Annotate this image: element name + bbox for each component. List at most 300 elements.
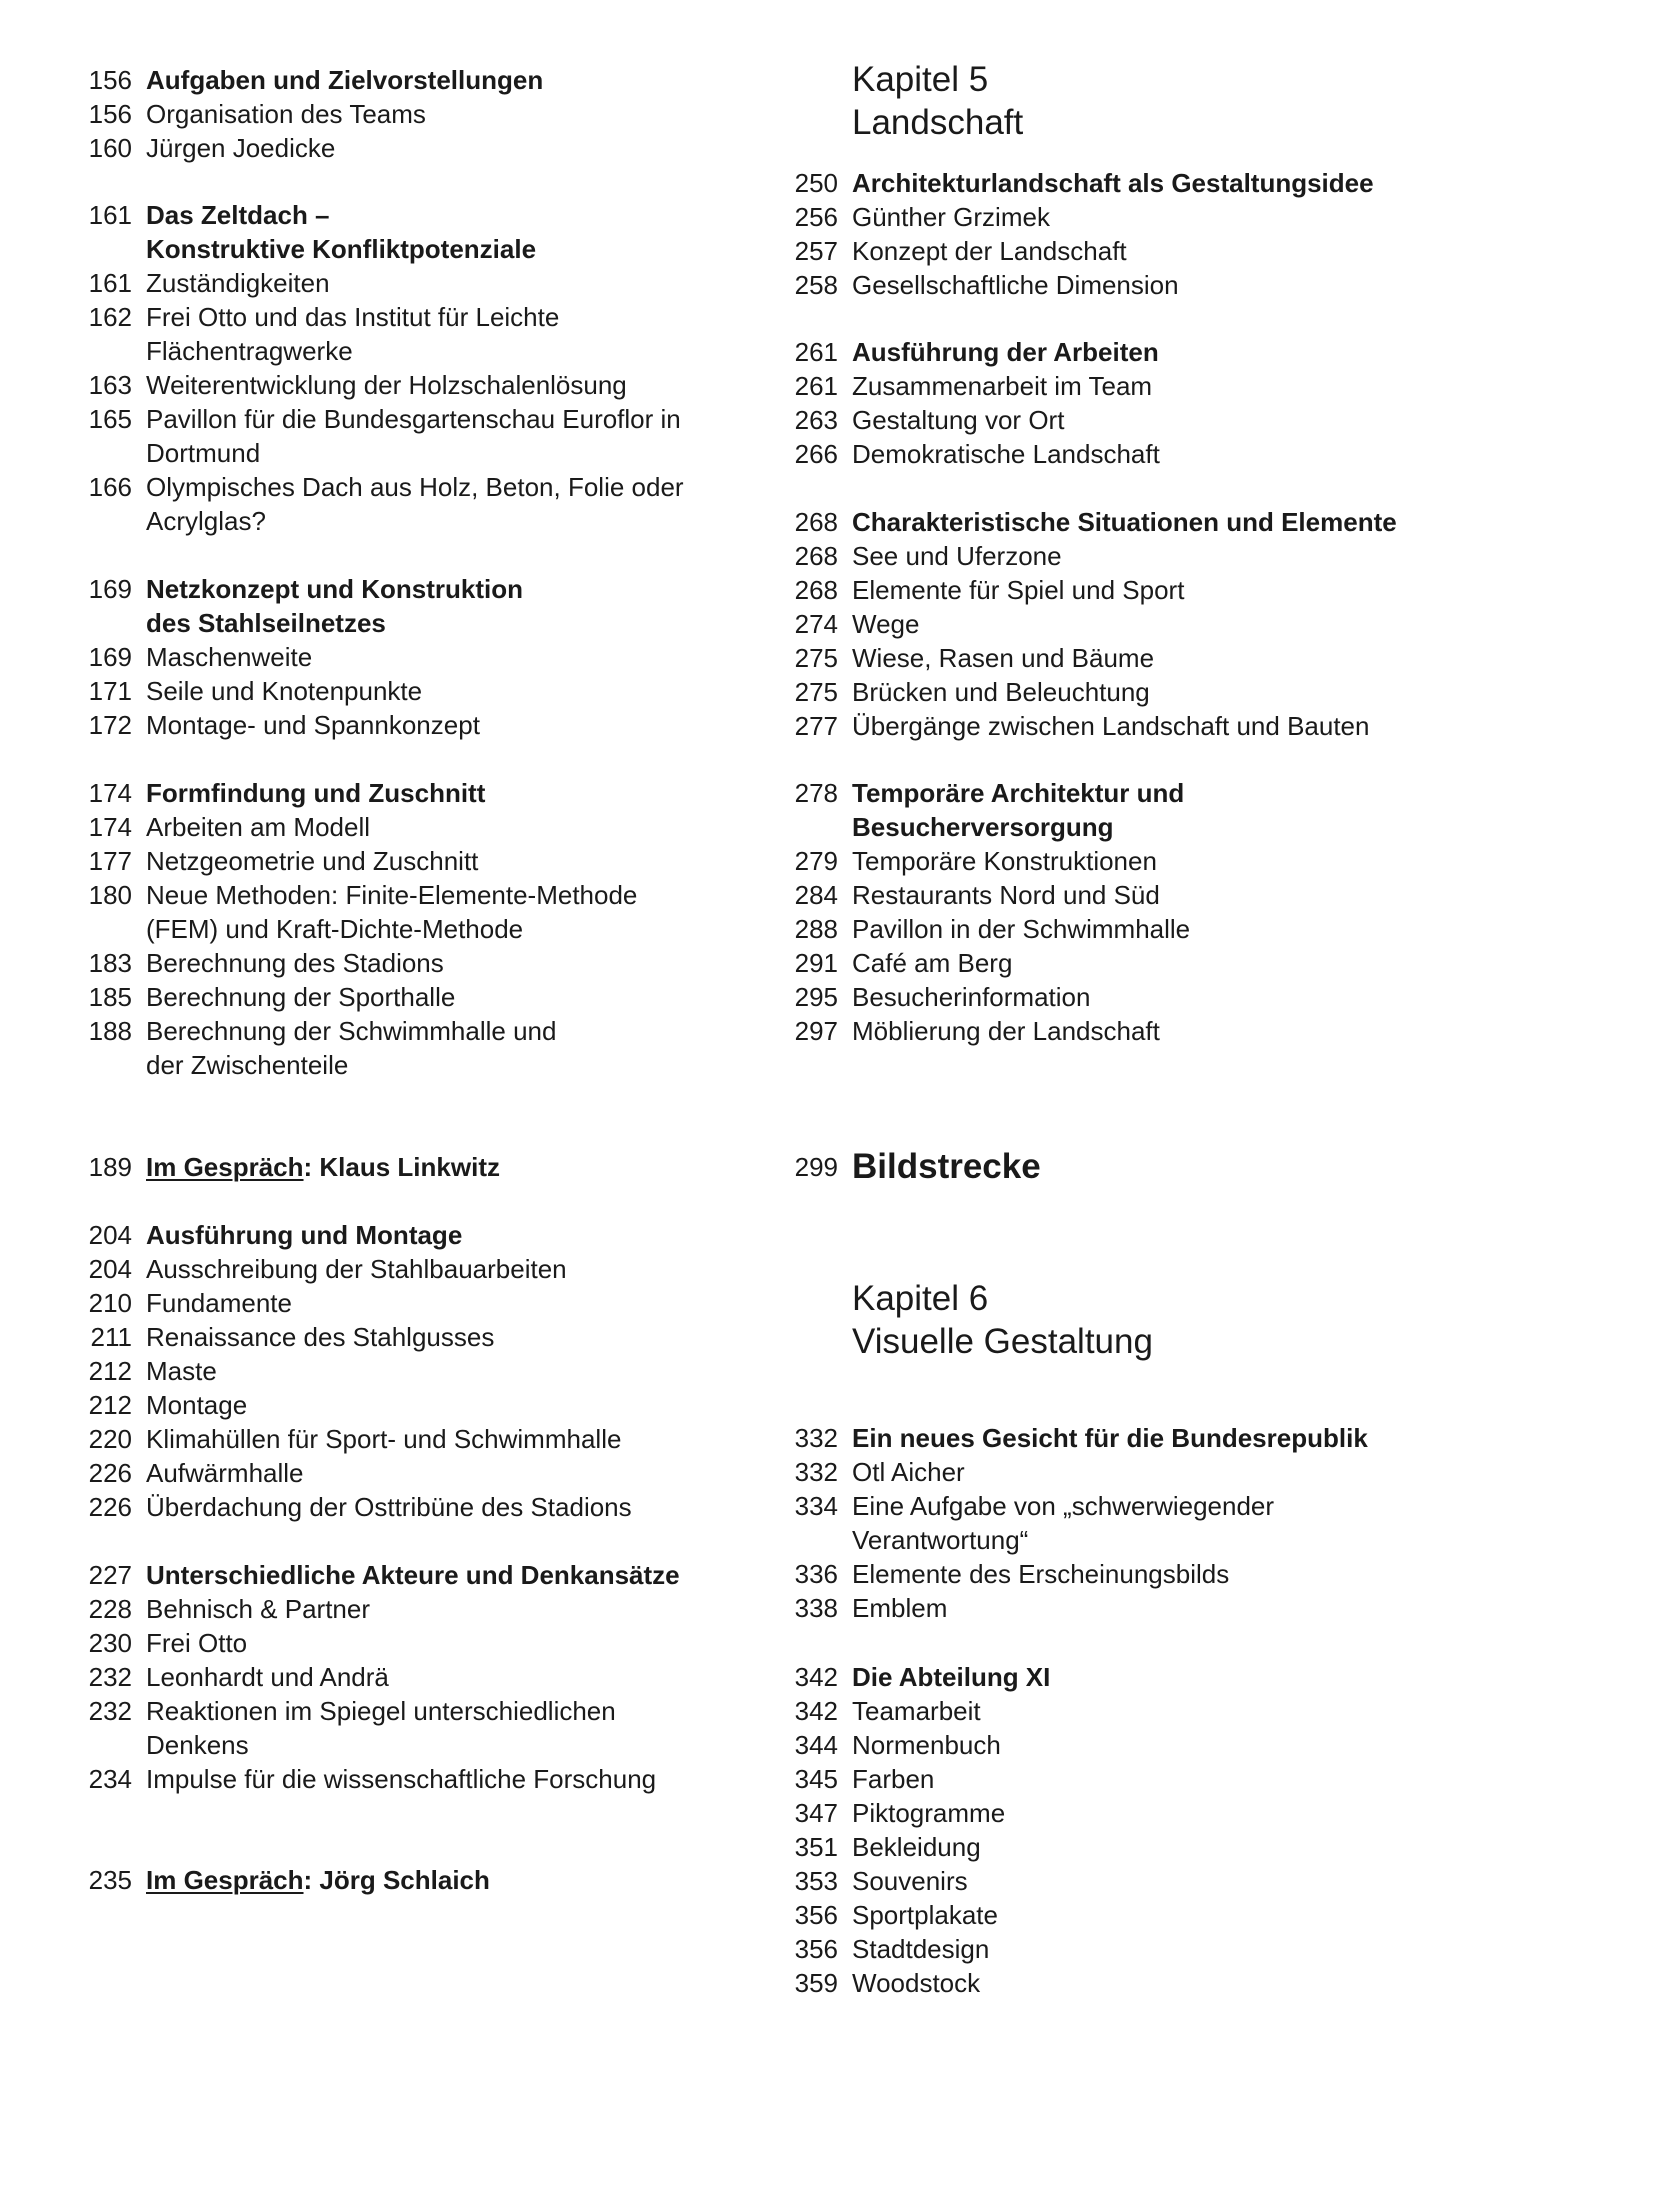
toc-entry — [62, 300, 762, 368]
toc-group — [62, 1558, 762, 1796]
toc-entry — [770, 1796, 1630, 1830]
page-number: 332 — [794, 1457, 838, 1487]
page-number: 165 — [88, 404, 132, 434]
page-number: 232 — [88, 1696, 132, 1726]
entry-title-line: Elemente für Spiel und Sport — [852, 575, 1185, 605]
entry-title-line: Zusammenarbeit im Team — [852, 371, 1153, 401]
toc-group — [62, 1863, 762, 1897]
page-number: 172 — [88, 710, 132, 740]
page-number: 162 — [88, 302, 132, 332]
toc-entry — [770, 1455, 1630, 1489]
entry-title-line: Gestaltung vor Ort — [852, 405, 1065, 435]
entry-title — [146, 198, 762, 266]
entry-title-line: Bekleidung — [852, 1832, 981, 1862]
toc-entry — [62, 1354, 762, 1388]
entry-title-line: Die Abteilung XI — [852, 1662, 1051, 1692]
page-number: 189 — [88, 1152, 132, 1182]
entry-title — [146, 1626, 762, 1660]
entry-title — [852, 1830, 1630, 1864]
entry-title-line: Netzgeometrie und Zuschnitt — [146, 846, 479, 876]
page-number: 344 — [794, 1730, 838, 1760]
chapter-5-heading — [852, 58, 1023, 144]
toc-entry — [770, 268, 1630, 302]
entry-title-line: Formfindung und Zuschnitt — [146, 778, 486, 808]
entry-title — [852, 335, 1630, 369]
entry-title-line: Unterschiedliche Akteure und Denkansätze — [146, 1560, 680, 1590]
entry-title-line: Ausführung der Arbeiten — [852, 337, 1159, 367]
page-number: 226 — [88, 1492, 132, 1522]
entry-title — [146, 1422, 762, 1456]
page-number: 288 — [794, 914, 838, 944]
page-number: 338 — [794, 1593, 838, 1623]
page-number: 183 — [88, 948, 132, 978]
toc-entry — [770, 1932, 1630, 1966]
page-number: 169 — [88, 642, 132, 672]
toc-entry — [770, 1864, 1630, 1898]
entry-title — [146, 1286, 762, 1320]
entry-title — [852, 1557, 1630, 1591]
toc-section-entry — [62, 1863, 762, 1897]
toc-entry — [62, 1252, 762, 1286]
entry-title — [146, 1218, 762, 1252]
page-number: 235 — [88, 1865, 132, 1895]
toc-entry — [62, 1286, 762, 1320]
entry-title — [146, 980, 762, 1014]
entry-title — [852, 505, 1630, 539]
entry-title — [852, 539, 1630, 573]
entry-title-line: Aufgaben und Zielvorstellungen — [146, 65, 544, 95]
entry-title-line: Eine Aufgabe von „schwerwiegender — [852, 1491, 1275, 1521]
entry-title-line: Gesellschaftliche Dimension — [852, 270, 1179, 300]
entry-title — [146, 1320, 762, 1354]
page-number: 171 — [88, 676, 132, 706]
entry-title-line: der Zwischenteile — [146, 1050, 349, 1080]
entry-title — [146, 776, 762, 810]
entry-title — [852, 437, 1630, 471]
entry-title-line: Seile und Knotenpunkte — [146, 676, 423, 706]
entry-title — [852, 946, 1630, 980]
page-number: 275 — [794, 643, 838, 673]
entry-title-line: Emblem — [852, 1593, 948, 1623]
toc-entry — [770, 946, 1630, 980]
toc-entry — [62, 878, 762, 946]
entry-title-line — [146, 1150, 762, 1184]
page-number: 210 — [88, 1288, 132, 1318]
page-number: 234 — [88, 1764, 132, 1794]
toc-section-entry — [770, 335, 1630, 369]
toc-entry — [770, 403, 1630, 437]
entry-title — [146, 1150, 762, 1184]
chapter-6-heading — [852, 1277, 1153, 1363]
entry-title-line: Farben — [852, 1764, 935, 1794]
entry-title-line: (FEM) und Kraft-Dichte-Methode — [146, 914, 524, 944]
entry-title-line: Ausschreibung der Stahlbauarbeiten — [146, 1254, 567, 1284]
toc-entry — [770, 1014, 1630, 1048]
page-number: 268 — [794, 575, 838, 605]
entry-title — [852, 268, 1630, 302]
entry-title-line: Frei Otto — [146, 1628, 248, 1658]
entry-title — [146, 1558, 762, 1592]
toc-entry — [62, 402, 762, 470]
entry-title — [146, 946, 762, 980]
interview-label: Im Gespräch — [146, 1152, 304, 1182]
page-number: 342 — [794, 1662, 838, 1692]
entry-title — [146, 1354, 762, 1388]
entry-title-line: Das Zeltdach – — [146, 200, 330, 230]
toc-entry — [770, 878, 1630, 912]
page-number: 356 — [794, 1934, 838, 1964]
entry-title — [852, 403, 1630, 437]
entry-title — [852, 980, 1630, 1014]
entry-title-line: Ausführung und Montage — [146, 1220, 463, 1250]
entry-title — [146, 300, 762, 368]
entry-title-line: Wiese, Rasen und Bäume — [852, 643, 1155, 673]
entry-title — [852, 1932, 1630, 1966]
toc-entry — [62, 844, 762, 878]
entry-title — [146, 266, 762, 300]
toc-group — [770, 1660, 1630, 2000]
interview-label: Im Gespräch — [146, 1865, 304, 1895]
entry-title-line: Besucherinformation — [852, 982, 1091, 1012]
toc-entry — [62, 368, 762, 402]
toc-entry — [62, 1422, 762, 1456]
entry-title-line: Sportplakate — [852, 1900, 998, 1930]
toc-entry — [770, 1762, 1630, 1796]
toc-entry — [770, 709, 1630, 743]
toc-entry — [62, 1694, 762, 1762]
entry-title — [852, 234, 1630, 268]
entry-title-line: Pavillon in der Schwimmhalle — [852, 914, 1191, 944]
toc-entry — [770, 675, 1630, 709]
entry-title — [146, 708, 762, 742]
toc-entry — [62, 1626, 762, 1660]
toc-entry — [770, 1830, 1630, 1864]
toc-entry — [62, 946, 762, 980]
toc-entry — [62, 674, 762, 708]
entry-title — [852, 641, 1630, 675]
entry-title — [146, 368, 762, 402]
entry-title — [852, 369, 1630, 403]
page-number: 356 — [794, 1900, 838, 1930]
page-number: 261 — [794, 337, 838, 367]
chapter-title: Visuelle Gestaltung — [852, 1322, 1153, 1361]
entry-title-line: Otl Aicher — [852, 1457, 965, 1487]
entry-title-line: Elemente des Erscheinungsbilds — [852, 1559, 1230, 1589]
page-number: 160 — [88, 133, 132, 163]
toc-entry — [770, 1966, 1630, 2000]
page-number: 212 — [88, 1356, 132, 1386]
entry-title — [852, 878, 1630, 912]
toc-section-entry — [770, 505, 1630, 539]
entry-title — [852, 1455, 1630, 1489]
page-number: 250 — [794, 168, 838, 198]
entry-title-line: Montage — [146, 1390, 248, 1420]
toc-section-entry — [62, 63, 762, 97]
toc-group — [770, 1421, 1630, 1625]
page-number: 279 — [794, 846, 838, 876]
page-number: 263 — [794, 405, 838, 435]
entry-title-line: Piktogramme — [852, 1798, 1006, 1828]
entry-title-line: Fundamente — [146, 1288, 292, 1318]
toc-group — [62, 1218, 762, 1524]
toc-entry — [62, 708, 762, 742]
page-number: 268 — [794, 507, 838, 537]
entry-title-line: Maste — [146, 1356, 217, 1386]
page-number: 297 — [794, 1016, 838, 1046]
page-number: 345 — [794, 1764, 838, 1794]
entry-title-line: Acrylglas? — [146, 506, 266, 536]
page-number: 266 — [794, 439, 838, 469]
page-number: 274 — [794, 609, 838, 639]
page-number: 257 — [794, 236, 838, 266]
entry-title — [852, 1421, 1630, 1455]
entry-title-line: Demokratische Landschaft — [852, 439, 1160, 469]
page-number: 258 — [794, 270, 838, 300]
entry-title — [146, 572, 762, 640]
page-number: 295 — [794, 982, 838, 1012]
entry-title — [852, 844, 1630, 878]
toc-entry — [62, 131, 762, 165]
toc-entry — [770, 200, 1630, 234]
entry-title-line: Reaktionen im Spiegel unterschiedlichen — [146, 1696, 616, 1726]
toc-entry — [770, 1557, 1630, 1591]
toc-entry — [770, 539, 1630, 573]
entry-title-line: des Stahlseilnetzes — [146, 608, 386, 638]
entry-title — [146, 1660, 762, 1694]
entry-title — [852, 1591, 1630, 1625]
toc-entry — [770, 1489, 1630, 1557]
entry-title — [852, 675, 1630, 709]
interview-name: : Jörg Schlaich — [303, 1865, 490, 1895]
page-number: 220 — [88, 1424, 132, 1454]
page-number: 169 — [88, 574, 132, 604]
entry-title — [146, 402, 762, 470]
entry-title-line: Arbeiten am Modell — [146, 812, 370, 842]
page-number: 256 — [794, 202, 838, 232]
entry-title-line: Aufwärmhalle — [146, 1458, 304, 1488]
entry-title-line: Jürgen Joedicke — [146, 133, 336, 163]
entry-title-line: Behnisch & Partner — [146, 1594, 371, 1624]
toc-entry — [770, 1694, 1630, 1728]
entry-title-line: Denkens — [146, 1730, 249, 1760]
entry-title — [852, 776, 1630, 844]
toc-group — [62, 572, 762, 742]
entry-title — [852, 200, 1630, 234]
toc-section-entry — [62, 1558, 762, 1592]
page-number: 156 — [88, 65, 132, 95]
page-number: 232 — [88, 1662, 132, 1692]
entry-title-line: Wege — [852, 609, 920, 639]
entry-title — [146, 878, 762, 946]
entry-title — [146, 1014, 762, 1082]
entry-title-line: Organisation des Teams — [146, 99, 426, 129]
entry-title-line: Restaurants Nord und Süd — [852, 880, 1160, 910]
page-number: 230 — [88, 1628, 132, 1658]
entry-title — [852, 1489, 1630, 1557]
entry-title-line: Günther Grzimek — [852, 202, 1050, 232]
toc-group — [770, 505, 1630, 743]
entry-title-line: Teamarbeit — [852, 1696, 981, 1726]
page-number: 212 — [88, 1390, 132, 1420]
page-number: 336 — [794, 1559, 838, 1589]
page-number: 299 — [794, 1152, 838, 1182]
entry-title-line: Weiterentwicklung der Holzschalenlösung — [146, 370, 627, 400]
entry-title-line: Dortmund — [146, 438, 261, 468]
toc-entry — [62, 1490, 762, 1524]
entry-title-line — [146, 1863, 762, 1897]
entry-title — [852, 1864, 1630, 1898]
toc-entry — [62, 1762, 762, 1796]
entry-title — [852, 607, 1630, 641]
toc-entry — [770, 607, 1630, 641]
entry-title-line: Architekturlandschaft als Gestaltungsidee — [852, 168, 1374, 198]
toc-entry — [770, 912, 1630, 946]
entry-title — [146, 1592, 762, 1626]
entry-title-line: Charakteristische Situationen und Elemente — [852, 507, 1397, 537]
toc-entry — [62, 266, 762, 300]
entry-title-line: Temporäre Konstruktionen — [852, 846, 1157, 876]
page-number: 161 — [88, 200, 132, 230]
page-number: 226 — [88, 1458, 132, 1488]
page-number: 163 — [88, 370, 132, 400]
entry-title-line: Ein neues Gesicht für die Bundesrepublik — [852, 1423, 1368, 1453]
entry-title-line: Leonhardt und Andrä — [146, 1662, 389, 1692]
toc-section-entry — [62, 1218, 762, 1252]
entry-title — [146, 1694, 762, 1762]
page-number: 177 — [88, 846, 132, 876]
page-number: 161 — [88, 268, 132, 298]
toc-entry — [770, 1728, 1630, 1762]
page-number: 347 — [794, 1798, 838, 1828]
entry-title — [852, 1694, 1630, 1728]
page-number: 275 — [794, 677, 838, 707]
toc-group — [770, 335, 1630, 471]
toc-entry — [770, 573, 1630, 607]
toc-entry — [62, 1388, 762, 1422]
toc-entry — [770, 1898, 1630, 1932]
entry-title-line: Stadtdesign — [852, 1934, 990, 1964]
entry-title-line: Brücken und Beleuchtung — [852, 677, 1150, 707]
entry-title-line: Souvenirs — [852, 1866, 968, 1896]
entry-title — [146, 63, 762, 97]
toc-section-entry — [62, 1150, 762, 1184]
entry-title — [146, 1863, 762, 1897]
toc-section-entry — [62, 776, 762, 810]
page-number: 284 — [794, 880, 838, 910]
entry-title-line: See und Uferzone — [852, 541, 1062, 571]
entry-title — [146, 1762, 762, 1796]
chapter-label: Kapitel 5 — [852, 60, 989, 99]
entry-title-line: Maschenweite — [146, 642, 313, 672]
entry-title — [146, 97, 762, 131]
toc-entry — [770, 641, 1630, 675]
page-number: 174 — [88, 812, 132, 842]
entry-title-line: Übergänge zwischen Landschaft und Bauten — [852, 711, 1370, 741]
toc-entry — [62, 1014, 762, 1082]
entry-title-line: Renaissance des Stahlgusses — [146, 1322, 495, 1352]
entry-title — [146, 674, 762, 708]
toc-entry — [62, 810, 762, 844]
page-number: 180 — [88, 880, 132, 910]
entry-title-line: Neue Methoden: Finite-Elemente-Methode — [146, 880, 638, 910]
page-number: 277 — [794, 711, 838, 741]
page-number: 156 — [88, 99, 132, 129]
page-number: 228 — [88, 1594, 132, 1624]
entry-title — [146, 1252, 762, 1286]
chapter-label: Kapitel 6 — [852, 1279, 989, 1318]
entry-title — [852, 1660, 1630, 1694]
toc-group — [770, 776, 1630, 1048]
entry-title-line: Montage- und Spannkonzept — [146, 710, 480, 740]
page-number: 261 — [794, 371, 838, 401]
entry-title-line: Frei Otto und das Institut für Leichte — [146, 302, 560, 332]
entry-title-line: Konstruktive Konfliktpotenziale — [146, 234, 537, 264]
toc-group — [62, 1150, 762, 1184]
entry-title-line: Klimahüllen für Sport- und Schwimmhalle — [146, 1424, 622, 1454]
entry-title: Bildstrecke — [852, 1147, 1041, 1186]
entry-title — [146, 1456, 762, 1490]
toc-entry — [62, 1320, 762, 1354]
page-number: 166 — [88, 472, 132, 502]
entry-title — [852, 1898, 1630, 1932]
entry-title-line: Besucherversorgung — [852, 812, 1114, 842]
entry-title-line: Berechnung der Schwimmhalle und — [146, 1016, 557, 1046]
entry-title-line: Normenbuch — [852, 1730, 1001, 1760]
bildstrecke-entry — [770, 1147, 1630, 1186]
page-number: 353 — [794, 1866, 838, 1896]
entry-title-line: Temporäre Architektur und — [852, 778, 1185, 808]
toc-entry — [770, 1591, 1630, 1625]
entry-title-line: Netzkonzept und Konstruktion — [146, 574, 523, 604]
entry-title — [852, 573, 1630, 607]
entry-title-line: Impulse für die wissenschaftliche Forschung — [146, 1764, 657, 1794]
entry-title — [852, 1796, 1630, 1830]
entry-title — [852, 912, 1630, 946]
page-number: 204 — [88, 1220, 132, 1250]
page-number: 334 — [794, 1491, 838, 1521]
toc-group — [62, 198, 762, 538]
entry-title-line: Café am Berg — [852, 948, 1013, 978]
entry-title-line: Zuständigkeiten — [146, 268, 330, 298]
page-number: 268 — [794, 541, 838, 571]
entry-title-line: Olympisches Dach aus Holz, Beton, Folie oder — [146, 472, 684, 502]
entry-title — [146, 640, 762, 674]
toc-entry — [770, 980, 1630, 1014]
toc-section-entry — [770, 1421, 1630, 1455]
entry-title — [852, 709, 1630, 743]
entry-title — [146, 470, 762, 538]
entry-title — [146, 810, 762, 844]
entry-title — [852, 1762, 1630, 1796]
entry-title — [146, 131, 762, 165]
toc-entry — [62, 980, 762, 1014]
page-number: 204 — [88, 1254, 132, 1284]
toc-section-entry — [62, 572, 762, 640]
toc-section-entry — [62, 198, 762, 266]
entry-title-line: Überdachung der Osttribüne des Stadions — [146, 1492, 632, 1522]
entry-title-line: Berechnung des Stadions — [146, 948, 444, 978]
toc-section-entry — [770, 1660, 1630, 1694]
entry-title-line: Flächentragwerke — [146, 336, 353, 366]
entry-title-line: Pavillon für die Bundesgartenschau Euroflor in — [146, 404, 681, 434]
toc-entry — [770, 844, 1630, 878]
page-number: 174 — [88, 778, 132, 808]
page-number: 342 — [794, 1696, 838, 1726]
page-number: 188 — [88, 1016, 132, 1046]
entry-title — [146, 1388, 762, 1422]
toc-group — [62, 776, 762, 1082]
page-number: 211 — [90, 1322, 132, 1352]
